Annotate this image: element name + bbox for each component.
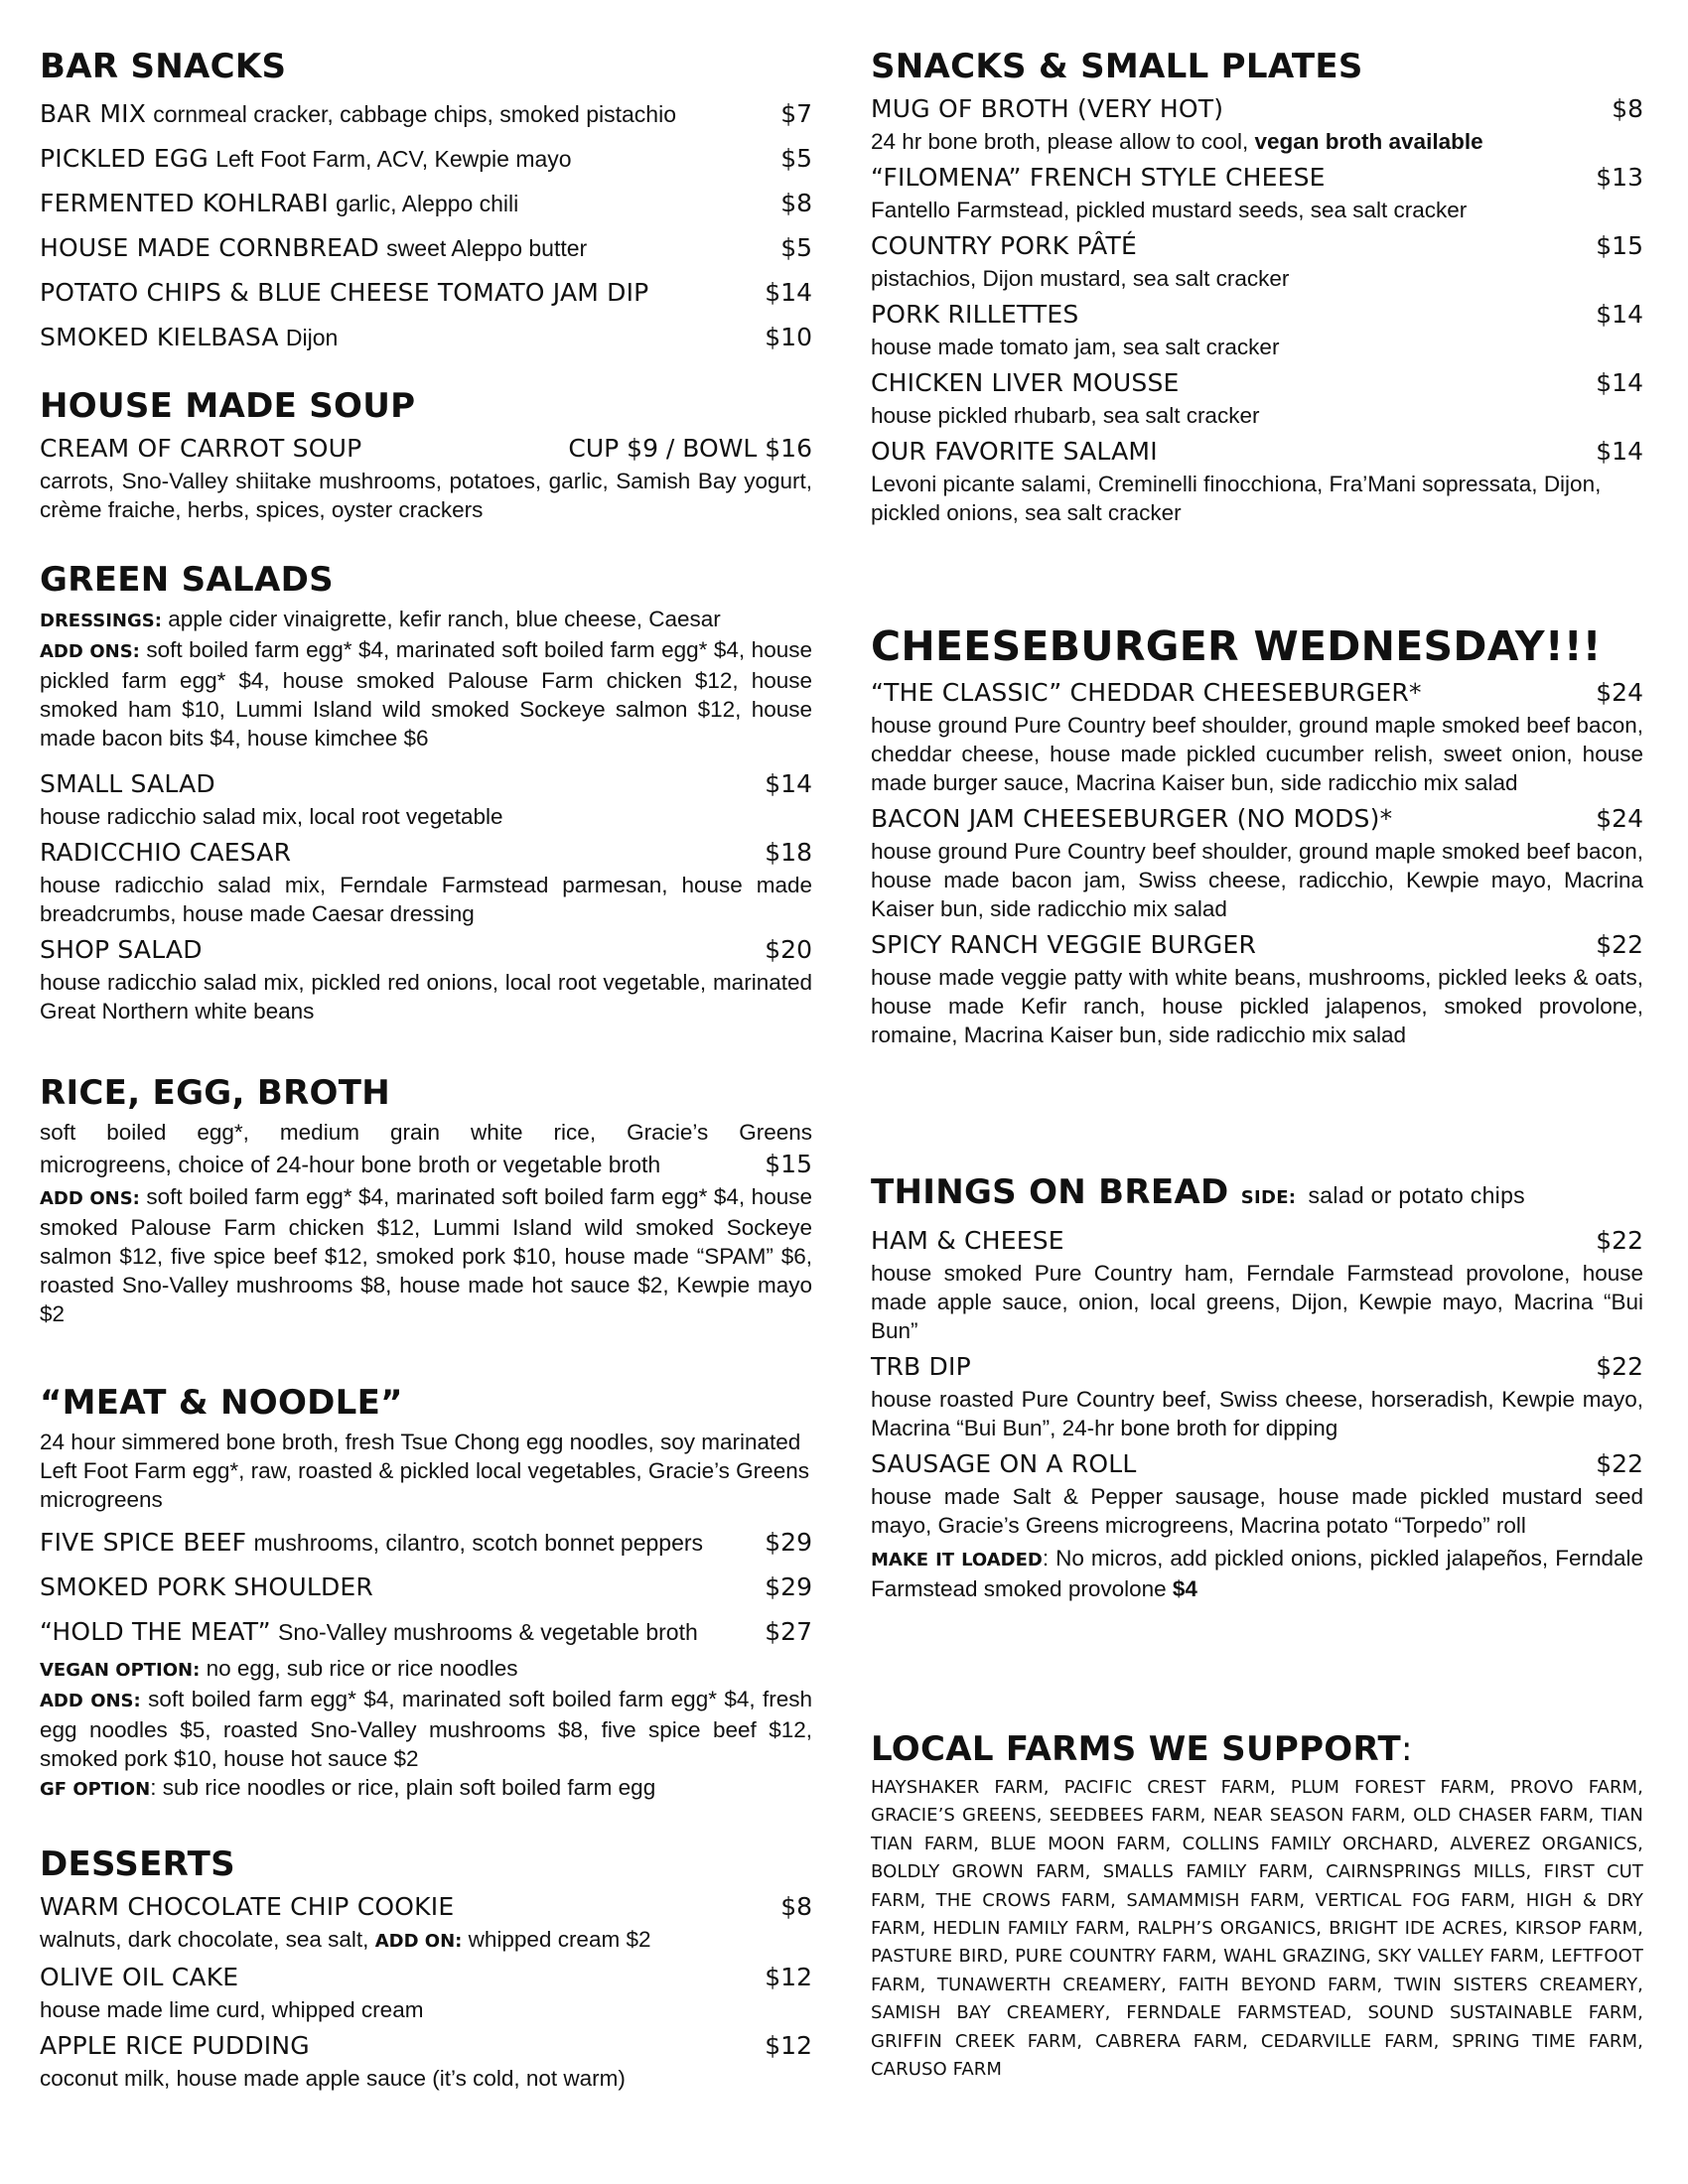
item-price: $22 [1596, 930, 1643, 959]
item-price: $14 [765, 769, 812, 798]
item-name: POTATO CHIPS & BLUE CHEESE TOMATO JAM DIP [40, 278, 649, 307]
make-it-loaded-price: $4 [1172, 1576, 1197, 1601]
menu-item [40, 1889, 812, 1956]
item-desc: Fantello Farmstead, pickled mustard seeds, sea salt cracker [871, 198, 1468, 222]
item-price: $15 [765, 1150, 812, 1178]
item-price: $22 [1596, 1352, 1643, 1381]
section-title [871, 1728, 1643, 1770]
item-desc: house made tomato jam, sea salt cracker [871, 335, 1280, 359]
menu-item [40, 136, 812, 181]
rice-egg-broth-section [40, 1072, 812, 1328]
item-price: $12 [765, 2031, 812, 2060]
item-price: $29 [765, 1528, 812, 1557]
menu-item [40, 2028, 812, 2093]
menu-item [871, 675, 1643, 797]
item-desc: Sno-Valley mushrooms & vegetable broth [278, 1619, 698, 1645]
item-name: SHOP SALAD [40, 935, 203, 964]
item-name: PORK RILLETTES [871, 300, 1079, 329]
section-title: “MEAT & NOODLE” [40, 1383, 403, 1423]
item-price: $14 [1596, 368, 1643, 397]
item-name: BAR MIX [40, 99, 147, 128]
item-name: SMOKED KIELBASA [40, 323, 279, 351]
item-desc [871, 127, 1643, 156]
item-price: $8 [780, 189, 812, 217]
menu-item [40, 181, 812, 225]
menu-item [871, 365, 1643, 430]
addons-text: soft boiled farm egg* $4, marinated soft boiled farm egg* $4, house smoked Palouse Farm chicken $12, Lummi Island wild smoked Sockeye salmon $12, five spice beef $12, smoked pork $10, house made “SPAM” $6, roasted Sno-Valley mushrooms $8, house made hot sauce $2, Kewpie mayo $2 [40, 1184, 812, 1326]
side-text: salad or potato chips [1308, 1182, 1525, 1208]
item-desc: microgreens, choice of 24-hour bone broth or vegetable broth [40, 1152, 661, 1177]
things-on-bread-section [871, 1171, 1643, 1603]
item-name: OLIVE OIL CAKE [40, 1963, 239, 1991]
item-name: “THE CLASSIC” CHEDDAR CHEESEBURGER* [871, 678, 1422, 707]
menu-item [871, 91, 1643, 156]
menu-item [40, 270, 812, 315]
item-name: MUG OF BROTH (VERY HOT) [871, 94, 1224, 123]
addon-text: whipped cream $2 [468, 1927, 651, 1952]
item-price: $14 [765, 278, 812, 307]
section-title [871, 1171, 1643, 1219]
menu-item [871, 1446, 1643, 1540]
dressings-line [40, 605, 812, 635]
item-desc: house made veggie patty with white beans, mushrooms, pickled leeks & oats, house made Kefir ranch, house pickled jalapenos, smoked provolone, romaine, Macrina Kaiser bun, side radicchio mix salad [871, 965, 1643, 1047]
item-name: BACON JAM CHEESEBURGER (NO MODS)* [871, 804, 1393, 833]
addons-line [40, 1685, 812, 1773]
make-it-loaded-label: MAKE IT LOADED [871, 1550, 1043, 1570]
noodle-desc: 24 hour simmered bone broth, fresh Tsue Chong egg noodles, soy marinated Left Foot Farm egg*, raw, roasted & pickled local vegetables, Gracie’s Greens microgreens [40, 1430, 809, 1512]
item-name: FIVE SPICE BEEF [40, 1528, 247, 1557]
item-price: $22 [1596, 1449, 1643, 1478]
item-name: RADICCHIO CAESAR [40, 838, 292, 867]
menu-item [40, 1960, 812, 2024]
item-desc-text: walnuts, dark chocolate, sea salt, [40, 1927, 369, 1952]
item-desc: house made lime curd, whipped cream [40, 1997, 424, 2022]
make-it-loaded-line [871, 1544, 1643, 1603]
item-desc-text: 24 hr bone broth, please allow to cool, [871, 129, 1249, 154]
local-farms-section [871, 1728, 1643, 2084]
menu-item [40, 225, 812, 270]
section-title: CHEESEBURGER WEDNESDAY!!! [871, 622, 1602, 670]
item-name: HAM & CHEESE [871, 1226, 1064, 1255]
item-price: $20 [765, 935, 812, 964]
item-name: “HOLD THE MEAT” [40, 1617, 271, 1646]
item-name: SMOKED PORK SHOULDER [40, 1572, 373, 1601]
item-header [40, 431, 812, 467]
addons-line [40, 1182, 812, 1328]
item-desc: house roasted Pure Country beef, Swiss cheese, horseradish, Kewpie mayo, Macrina “Bui Bun”, 24-hr bone broth for dipping [871, 1387, 1643, 1440]
item-price: $29 [765, 1572, 812, 1601]
item-price: $24 [1596, 678, 1643, 707]
item-desc: cornmeal cracker, cabbage chips, smoked pistachio [153, 101, 676, 127]
menu-item [40, 1520, 812, 1565]
item-name: PICKLED EGG [40, 144, 209, 173]
item-price: $14 [1596, 300, 1643, 329]
desserts-section [40, 1843, 812, 2097]
item-name: CHICKEN LIVER MOUSSE [871, 368, 1180, 397]
section-title-suffix: : [1400, 1729, 1413, 1769]
menu-item [871, 297, 1643, 361]
item-desc [40, 1925, 812, 1956]
item-price: $27 [765, 1617, 812, 1646]
item-desc: house ground Pure Country beef shoulder, ground maple smoked beef bacon, cheddar cheese, house made pickled cucumber relish, sweet onion, house made burger sauce, Macrina Kaiser bun, side radicchio mix salad [871, 713, 1643, 795]
menu-item [40, 1565, 812, 1609]
item-price: $15 [1596, 231, 1643, 260]
item-desc: house radicchio salad mix, pickled red onions, local root vegetable, marinated Great Northern white beans [40, 970, 812, 1024]
section-title-text: LOCAL FARMS WE SUPPORT [871, 1729, 1401, 1769]
item-price: $5 [780, 233, 812, 262]
item-price: $8 [1612, 94, 1643, 123]
item-desc: house made Salt & Pepper sausage, house made pickled mustard seed mayo, Gracie’s Greens microgreens, Macrina potato “Torpedo” roll [871, 1484, 1643, 1538]
section-title: DESSERTS [40, 1844, 235, 1884]
item-desc: house radicchio salad mix, local root vegetable [40, 804, 503, 829]
item-name: HOUSE MADE CORNBREAD [40, 233, 379, 262]
cheeseburger-wednesday-section [871, 621, 1643, 1053]
snacks-small-plates-section [871, 46, 1643, 531]
farms-list: HAYSHAKER FARM, PACIFIC CREST FARM, PLUM FOREST FARM, PROVO FARM, GRACIE’S GREENS, SEEDBEES FARM, NEAR SEASON FARM, OLD CHASER FARM, TIAN TIAN FARM, BLUE MOON FARM, COLLINS FAMILY ORCHARD, ALVEREZ ORGANICS, BOLDLY GROWN FARM, SMALLS FAMILY FARM, CAIRNSPRINGS MILLS, FIRST CUT FARM, THE CROWS FARM, SAMAMMISH FARM, VERTICAL FOG FARM, HIGH & DRY FARM, HEDLIN FAMILY FARM, RALPH’S ORGANICS, BRIGHT IDE ACRES, KIRSOP FARM, PASTURE BIRD, PURE COUNTRY FARM, WAHL GRAZING, SKY VALLEY FARM, LEFTFOOT FARM, TUNAWERTH CREAMERY, FAITH BEYOND FARM, TWIN SISTERS CREAMERY, SAMISH BAY CREAMERY, FERNDALE FARMSTEAD, SOUND SUSTAINABLE FARM, GRIFFIN CREEK FARM, CABRERA FARM, CEDARVILLE FARM, SPRING TIME FARM, CARUSO FARM [871, 1777, 1643, 2081]
item-price: $14 [1596, 437, 1643, 466]
menu-item [40, 315, 812, 359]
item-price: $7 [780, 99, 812, 128]
addons-text: soft boiled farm egg* $4, marinated soft boiled farm egg* $4, fresh egg noodles $5, roasted Sno-Valley mushrooms $8, five spice beef $12, smoked pork $10, house hot sauce $2 [40, 1687, 812, 1771]
dressings-label: DRESSINGS: [40, 611, 162, 631]
item-desc: Left Foot Farm, ACV, Kewpie mayo [215, 146, 572, 172]
item-price: $24 [1596, 804, 1643, 833]
bar-snacks-section [40, 46, 812, 359]
item-desc: pistachios, Dijon mustard, sea salt cracker [871, 266, 1290, 291]
item-price: $5 [780, 144, 812, 173]
menu-item [40, 766, 812, 831]
menu-item [871, 927, 1643, 1049]
menu-item [871, 160, 1643, 224]
item-price: $10 [765, 323, 812, 351]
item-desc: house smoked Pure Country ham, Ferndale Farmstead provolone, house made apple sauce, onion, local greens, Dijon, Kewpie mayo, Macrina “Bui Bun” [871, 1261, 1643, 1343]
item-name: COUNTRY PORK PÂTÉ [871, 231, 1137, 260]
item-desc: coconut milk, house made apple sauce (it’s cold, not warm) [40, 2066, 626, 2091]
addons-label: ADD ONS: [40, 1188, 140, 1209]
item-desc-bold: vegan broth available [1254, 129, 1483, 154]
item-name: SPICY RANCH VEGGIE BURGER [871, 930, 1257, 959]
item-price: $18 [765, 838, 812, 867]
menu-item [871, 434, 1643, 527]
vegan-option-label: VEGAN OPTION: [40, 1660, 201, 1681]
menu-item [40, 835, 812, 928]
addons-label: ADD ONS: [40, 641, 140, 662]
item-price: $8 [780, 1892, 812, 1921]
item-price: CUP $9 / BOWL $16 [568, 434, 812, 463]
item-name: CREAM OF CARROT SOUP [40, 434, 362, 463]
item-name: “FILOMENA” FRENCH STYLE CHEESE [871, 163, 1326, 192]
menu-item [871, 1349, 1643, 1442]
menu-item [40, 1609, 812, 1654]
section-title: HOUSE MADE SOUP [40, 386, 416, 426]
green-salads-section [40, 559, 812, 1029]
addons-text: soft boiled farm egg* $4, marinated soft boiled farm egg* $4, house pickled farm egg* $4, house smoked Palouse Farm chicken $12, house smoked ham $10, Lummi Island wild smoked Sockeye salmon $12, house made bacon bits $4, house kimchee $6 [40, 637, 812, 751]
item-name: SMALL SALAD [40, 769, 215, 798]
addons-line [40, 635, 812, 752]
item-desc: carrots, Sno-Valley shiitake mushrooms, potatoes, garlic, Samish Bay yogurt, crème fraiche, herbs, spices, oyster crackers [40, 469, 812, 522]
make-it-loaded-text: : No micros, add pickled onions, pickled jalapeños, Ferndale Farmstead smoked provolone [871, 1546, 1643, 1601]
menu-item [871, 1223, 1643, 1345]
item-name: APPLE RICE PUDDING [40, 2031, 310, 2060]
menu-item [40, 91, 812, 136]
dressings-text: apple cider vinaigrette, kefir ranch, blue cheese, Caesar [168, 607, 721, 631]
section-title: BAR SNACKS [40, 47, 287, 86]
section-title-text: THINGS ON BREAD [871, 1172, 1229, 1212]
item-desc: mushrooms, cilantro, scotch bonnet peppers [253, 1530, 704, 1556]
vegan-option-text: no egg, sub rice or rice noodles [206, 1656, 518, 1681]
soup-section [40, 385, 812, 524]
item-name: TRB DIP [871, 1352, 971, 1381]
menu-item [871, 801, 1643, 923]
menu-item [871, 228, 1643, 293]
item-price: $22 [1596, 1226, 1643, 1255]
item-name: OUR FAVORITE SALAMI [871, 437, 1158, 466]
addons-label: ADD ONS: [40, 1691, 141, 1711]
gf-option-line [40, 1773, 812, 1804]
meat-noodle-section [40, 1382, 812, 1804]
item-price: $13 [1596, 163, 1643, 192]
item-desc: Levoni picante salami, Creminelli finocchiona, Fra’Mani sopressata, Dijon, pickled onions, sea salt cracker [871, 472, 1602, 525]
rice-desc-line1: soft boiled egg*, medium grain white rice, Gracie’s Greens [40, 1120, 812, 1145]
item-name: FERMENTED KOHLRABI [40, 189, 329, 217]
vegan-option-line [40, 1654, 812, 1685]
section-title: GREEN SALADS [40, 560, 334, 600]
item-name: SAUSAGE ON A ROLL [871, 1449, 1137, 1478]
item-name: WARM CHOCOLATE CHIP COOKIE [40, 1892, 455, 1921]
section-title: SNACKS & SMALL PLATES [871, 47, 1363, 86]
item-desc: sweet Aleppo butter [386, 235, 588, 261]
gf-option-text: : sub rice noodles or rice, plain soft boiled farm egg [150, 1775, 656, 1800]
item-price: $12 [765, 1963, 812, 1991]
item-desc: house pickled rhubarb, sea salt cracker [871, 403, 1260, 428]
item-desc: Dijon [285, 325, 339, 350]
item-desc: house ground Pure Country beef shoulder, ground maple smoked beef bacon, house made bacon jam, Swiss cheese, radicchio, Kewpie mayo, Macrina Kaiser bun, side radicchio mix salad [871, 839, 1643, 921]
item-desc: house radicchio salad mix, Ferndale Farmstead parmesan, house made breadcrumbs, house made Caesar dressing [40, 873, 812, 926]
addon-label: ADD ON: [374, 1931, 463, 1952]
side-label: SIDE: [1240, 1187, 1297, 1208]
section-title: RICE, EGG, BROTH [40, 1073, 391, 1113]
gf-option-label: GF OPTION [40, 1779, 151, 1800]
item-desc: garlic, Aleppo chili [336, 191, 519, 216]
rice-desc-line2 [40, 1147, 812, 1182]
menu-item [40, 932, 812, 1025]
